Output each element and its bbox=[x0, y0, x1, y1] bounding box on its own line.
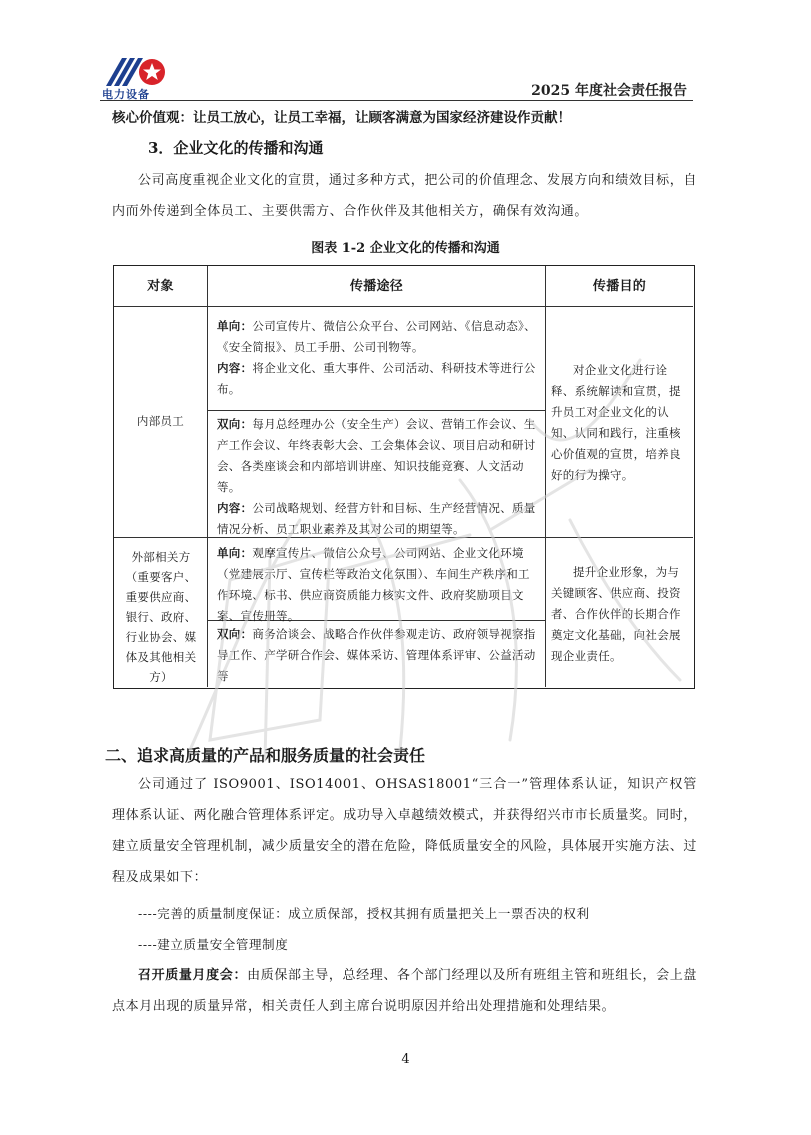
monthly-quality-meeting: 召开质量月度会：由质保部主导，总经理、各个部门经理以及所有班组主管和班组长，会上盘点本月出现的质量异常，相关责任人到主席台说明原因并给出处理措施和处理结果。 bbox=[112, 968, 697, 1014]
internal-purpose: 对企业文化进行诠释、系统解读和宣贯，提升员工对企业文化的认知、认同和践行，注重核心价值观的宣贯，培养良好的行为操守。 bbox=[551, 363, 681, 482]
logo-text: 电力设备 bbox=[102, 88, 150, 101]
section-3-paragraph: 公司高度重视企业文化的宣贯，通过多种方式，把公司的价值理念、发展方向和绩效目标，自内而外传递到全体员工、主要供需方、合作伙伴及其他相关方，确保有效沟通。 bbox=[112, 173, 697, 219]
section-2-paragraph: 公司通过了 ISO9001、ISO14001、OHSAS18001“三合一”管理体系认证，知识产权管理体系认证、两化融合管理体系评定。成功导入卓越绩效模式，并获得绍兴市市长质量奖。同时，建立质量安全管理机制，减少质量安全的潜在危险，降低质量安全的风险，具体展开实施方法、过程及成果如下： bbox=[112, 777, 697, 885]
header-purpose: 传播目的 bbox=[592, 279, 647, 294]
external-purpose: 提升企业形象，为与关键顾客、供应商、投资者、合作伙伴的长期合作奠定文化基础，向社会展现企业责任。 bbox=[551, 565, 681, 663]
header-channels: 传播途径 bbox=[349, 279, 404, 294]
communication-table bbox=[113, 265, 695, 689]
quality-system-item: ----完善的质量制度保证：成立质保部，授权其拥有质量把关上一票否决的权利 bbox=[138, 906, 590, 921]
section-3-heading: 3．企业文化的传播和沟通 bbox=[148, 139, 324, 157]
external-one-way: 单向：观摩宣传片、微信公众号、公司网站、企业文化环境（党建展示厅、宣传栏等政治文化氛围）、车间生产秩序和工作环境、标书、供应商资质能力核实文件、政府奖励项目文案、宣传册等。 bbox=[217, 546, 530, 623]
page-number: 4 bbox=[401, 1052, 410, 1067]
section-2-heading: 二、追求高质量的产品和服务质量的社会责任 bbox=[105, 746, 426, 765]
header-divider bbox=[100, 100, 693, 101]
internal-one-way: 单向：公司宣传片、微信公众平台、公司网站、《信息动态》、《安全简报》、员工手册、公司刊物等。 内容：将企业文化、重大事件、公司活动、科研技术等进行公布。 bbox=[217, 319, 536, 396]
external-two-way: 双向：商务洽谈会、战略合作伙伴参观走访、政府领导视察指导工作、产学研合作会、媒体采访、管理体系评审、公益活动等 bbox=[217, 627, 536, 683]
core-values-line: 核心价值观：让员工放心，让员工幸福，让顾客满意为国家经济建设作贡献！ bbox=[112, 110, 571, 126]
target-internal-staff: 内部员工 bbox=[136, 414, 185, 428]
quality-safety-item: ----建立质量安全管理制度 bbox=[138, 937, 289, 952]
header-target: 对象 bbox=[147, 279, 174, 294]
table-caption: 图表 1-2 企业文化的传播和沟通 bbox=[311, 241, 500, 256]
internal-two-way: 双向：每月总经理办公（安全生产）会议、营销工作会议、生产工作会议、年终表彰大会、工会集体会议、项目启动和研讨会、各类座谈会和内部培训讲座、知识技能竞赛、人文活动等。 内容：公司战略规划、经营方针和目标、生产经营情况、质量情况分析、员工职业素养及其对公司的期望等。 bbox=[217, 417, 536, 536]
report-title: 2025 年度社会责任报告 bbox=[531, 83, 687, 99]
target-external-stakeholders: 外部相关方（重要客户、重要供应商、银行、政府、行业协会、媒体及其他相关方） bbox=[125, 550, 197, 684]
